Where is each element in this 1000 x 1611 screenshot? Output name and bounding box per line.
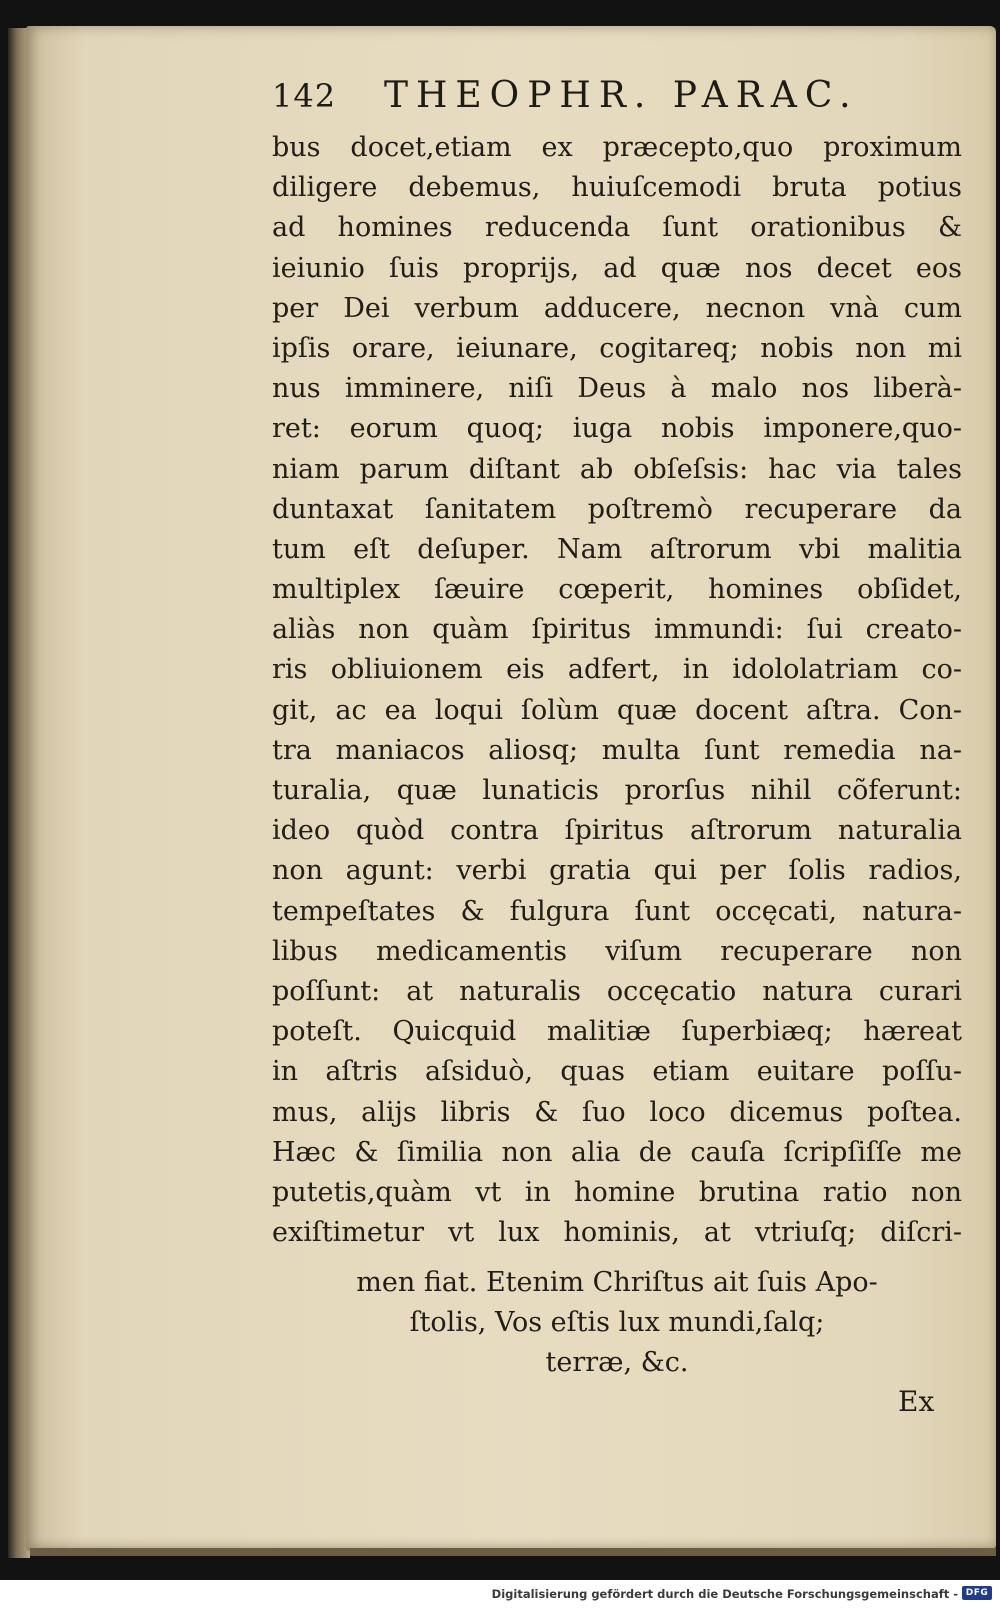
text-line: niam parum diſtant ab obſeſsis: hac via tales <box>272 453 962 485</box>
text-line: in aſtris aſsiduò, quas etiam euitare poſſu- <box>272 1056 962 1088</box>
text-line: tra maniacos aliosq; multa ſunt remedia na- <box>272 734 962 766</box>
text-line: multiplex ſæuire cœperit, homines obſidet, <box>272 574 962 606</box>
text-line: poſſunt: at naturalis occęcatio natura curari <box>272 975 962 1007</box>
text-line: ipſis orare, ieiunare, cogitareq; nobis non mi <box>272 332 962 364</box>
text-line: ad homines reducenda ſunt orationibus & <box>272 212 962 244</box>
text-line: non agunt: verbi gratia qui per ſolis radios, <box>272 855 962 887</box>
text-line: duntaxat ſanitatem poſtremò recuperare da <box>272 493 962 525</box>
text-line: diligere debemus, huiuſcemodi bruta potius <box>272 172 962 204</box>
text-line: poteſt. Quicquid malitiæ ſuperbiæq; hæreat <box>272 1016 962 1048</box>
running-head <box>272 75 892 125</box>
footer <box>0 1580 1000 1611</box>
running-title: THEOPHR. PARAC. <box>384 75 859 116</box>
text-line: mus, alijs libris & ſuo loco dicemus poſtea. <box>272 1096 962 1128</box>
closing-line: ſtolis, Vos eſtis lux mundi,ſalq; <box>409 1307 825 1339</box>
text-line: ret: eorum quoq; iuga nobis imponere,quo- <box>272 413 962 445</box>
text-line: git, ac ea loqui ſolùm quæ docent aſtra. Con- <box>272 694 962 726</box>
page-number: 142 <box>272 77 337 115</box>
text-line: exiſtimetur vt lux hominis, at vtriuſq; diſcri- <box>272 1217 962 1249</box>
catchword: Ex <box>898 1385 935 1418</box>
footer-credit: Digitalisierung gefördert durch die Deutsche Forschungsgemeinschaft - <box>491 1587 958 1601</box>
text-line: tum eſt deſuper. Nam aſtrorum vbi malitia <box>272 533 962 565</box>
dfg-logo-icon: DFG <box>962 1586 992 1600</box>
text-line: ideo quòd contra ſpiritus aſtrorum naturalia <box>272 815 962 847</box>
text-line: putetis,quàm vt in homine brutina ratio non <box>272 1176 962 1208</box>
text-line: Hæc & ſimilia non alia de cauſa ſcripſiſſe me <box>272 1136 962 1168</box>
text-line: ieiunio ſuis proprijs, ad quæ nos decet eos <box>272 252 962 284</box>
text-line: turalia, quæ lunaticis prorſus nihil cõferunt: <box>272 775 962 806</box>
closing-line: terræ, &c. <box>545 1347 689 1379</box>
text-line: bus docet,etiam ex præcepto,quo proximum <box>272 132 962 163</box>
text-line: tempeſtates & fulgura ſunt occęcati, natura- <box>272 895 962 927</box>
closing-text <box>272 1263 962 1384</box>
text-line: ris obliuionem eis adfert, in idololatriam co- <box>272 654 962 686</box>
text-line: per Dei verbum adducere, necnon vnà cum <box>272 292 962 324</box>
closing-line: men fiat. Etenim Chriſtus ait ſuis Apo- <box>356 1267 878 1298</box>
text-line: libus medicamentis viſum recuperare non <box>272 935 962 967</box>
text-line: nus imminere, niſi Deus à malo nos liberà- <box>272 373 962 405</box>
page-bottom-edge <box>30 1548 996 1556</box>
body-text <box>272 128 962 1253</box>
text-line: aliàs non quàm ſpiritus immundi: ſui creato- <box>272 614 962 646</box>
